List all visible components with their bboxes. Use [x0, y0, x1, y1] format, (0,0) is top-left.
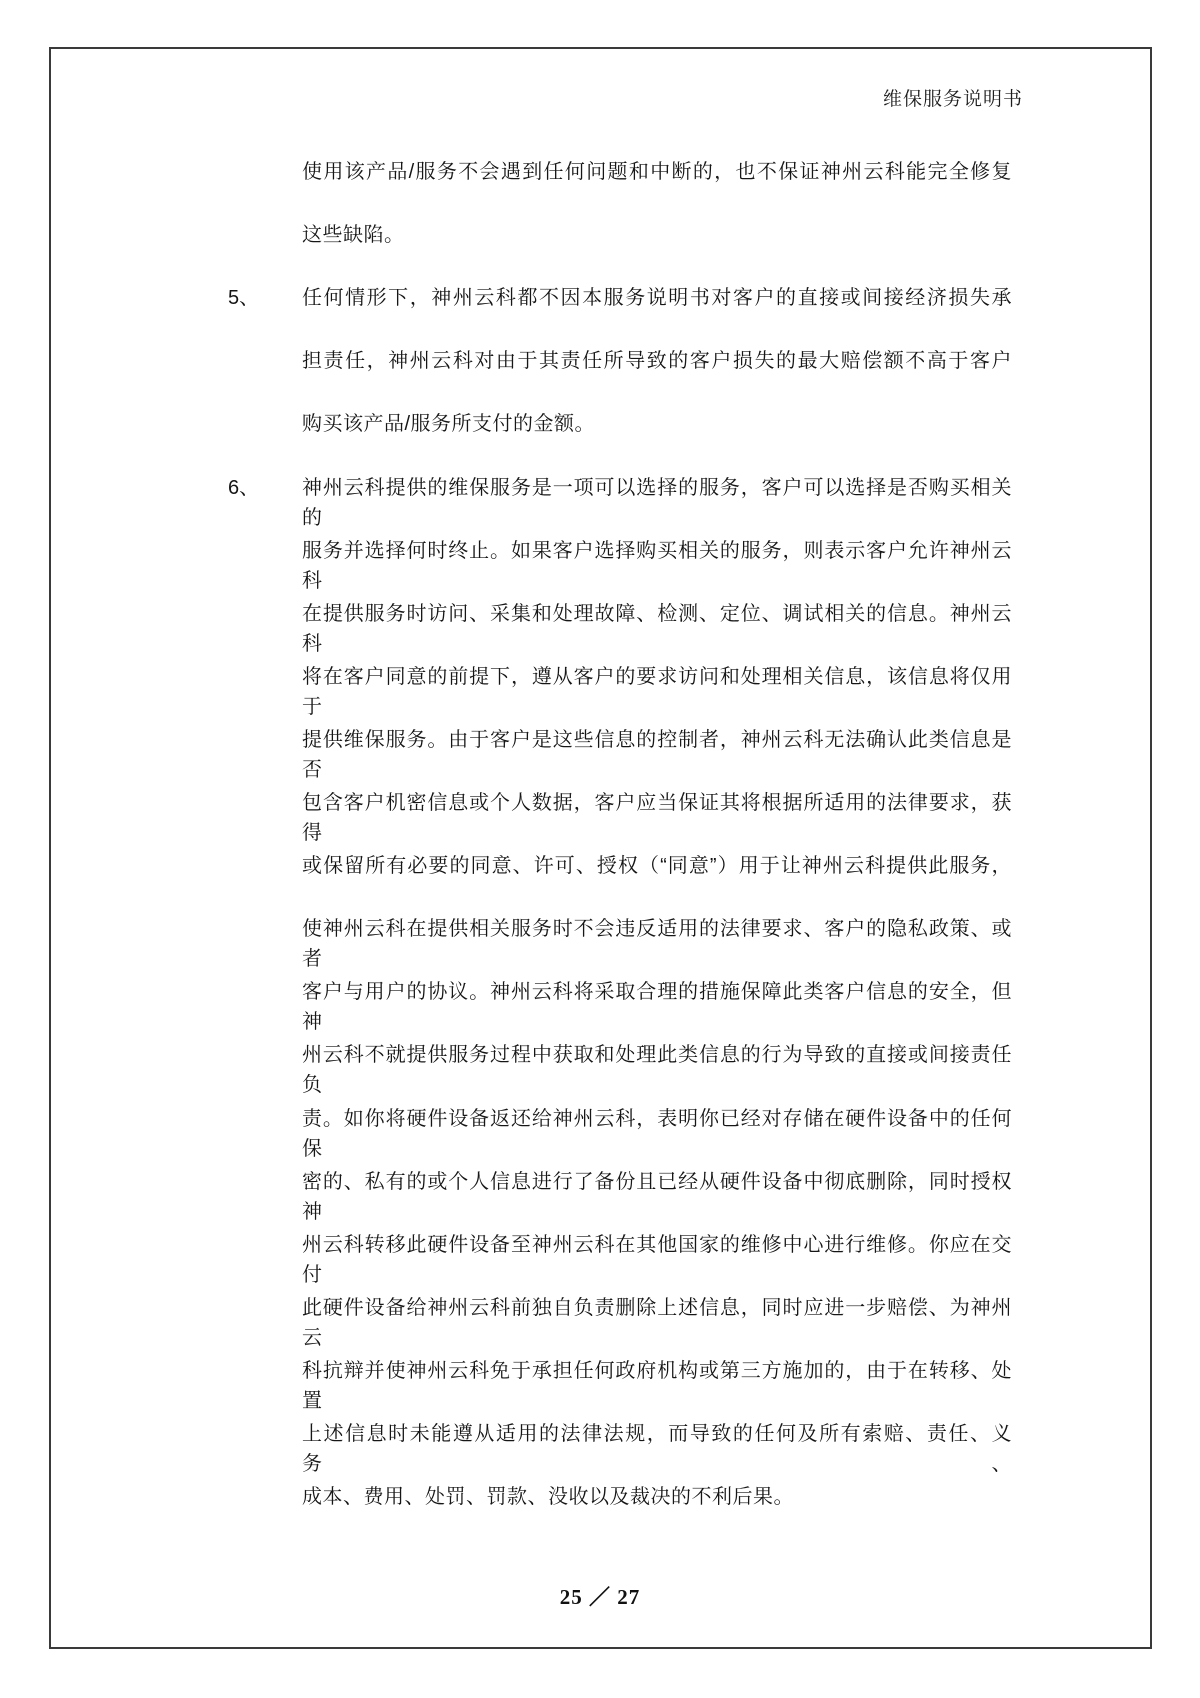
- body-text-line: 这些缺陷。: [302, 224, 405, 246]
- list-number: 6、: [228, 477, 260, 499]
- body-text-line: 服务并选择何时终止。如果客户选择购买相关的服务，则表示客户允许神州云科: [302, 540, 1012, 592]
- body-text-line: 担责任，神州云科对由于其责任所导致的客户损失的最大赔偿额不高于客户: [302, 350, 1012, 372]
- body-text-line: 将在客户同意的前提下，遵从客户的要求访问和处理相关信息，该信息将仅用于: [302, 666, 1012, 718]
- body-text-line: 州云科转移此硬件设备至神州云科在其他国家的维修中心进行维修。你应在交付: [302, 1234, 1012, 1286]
- body-text-line: 密的、私有的或个人信息进行了备份且已经从硬件设备中彻底删除，同时授权神: [302, 1171, 1012, 1223]
- body-text-line: 成本、费用、处罚、罚款、没收以及裁决的不利后果。: [302, 1486, 794, 1508]
- document-header-title: 维保服务说明书: [882, 89, 1023, 110]
- body-text-line: 州云科不就提供服务过程中获取和处理此类信息的行为导致的直接或间接责任负: [302, 1044, 1012, 1096]
- body-text-line: 使用该产品/服务不会遇到任何问题和中断的，也不保证神州云科能完全修复: [302, 161, 1012, 183]
- body-text-line: 包含客户机密信息或个人数据，客户应当保证其将根据所适用的法律要求，获得: [302, 792, 1012, 844]
- body-text-line: 上述信息时未能遵从适用的法律法规，而导致的任何及所有索赔、责任、义务、: [302, 1423, 1012, 1475]
- body-text-line: 在提供服务时访问、采集和处理故障、检测、定位、调试相关的信息。神州云科: [302, 603, 1012, 655]
- body-text-line: 购买该产品/服务所支付的金额。: [302, 413, 596, 435]
- body-text-line: 或保留所有必要的同意、许可、授权（“同意”）用于让神州云科提供此服务，: [302, 855, 1012, 877]
- body-text-line: 使神州云科在提供相关服务时不会违反适用的法律要求、客户的隐私政策、或者: [302, 918, 1012, 970]
- page-number: 25 ／ 27: [559, 1585, 641, 1609]
- body-text-line: 此硬件设备给神州云科前独自负责删除上述信息，同时应进一步赔偿、为神州云: [302, 1297, 1012, 1349]
- body-text-line: 提供维保服务。由于客户是这些信息的控制者，神州云科无法确认此类信息是否: [302, 729, 1012, 781]
- list-number: 5、: [228, 287, 260, 309]
- body-text-line: 神州云科提供的维保服务是一项可以选择的服务，客户可以选择是否购买相关的: [302, 477, 1012, 529]
- body-text-line: 责。如你将硬件设备返还给神州云科，表明你已经对存储在硬件设备中的任何保: [302, 1108, 1012, 1160]
- body-text-line: 科抗辩并使神州云科免于承担任何政府机构或第三方施加的，由于在转移、处置: [302, 1360, 1012, 1412]
- body-text-line: 任何情形下，神州云科都不因本服务说明书对客户的直接或间接经济损失承: [302, 287, 1012, 309]
- body-text-line: 客户与用户的协议。神州云科将采取合理的措施保障此类客户信息的安全，但神: [302, 981, 1012, 1033]
